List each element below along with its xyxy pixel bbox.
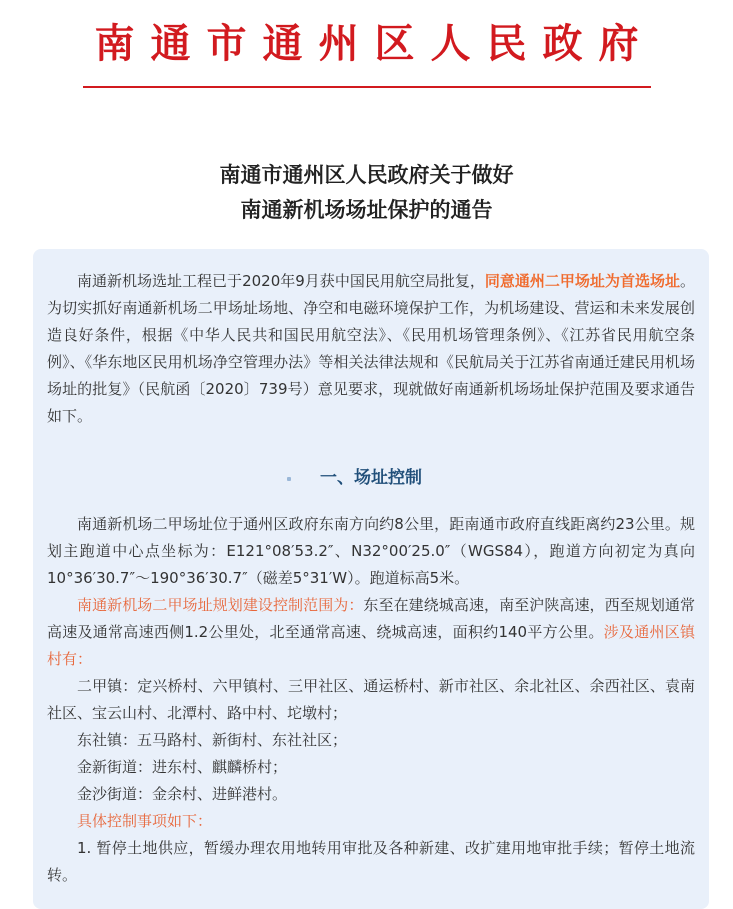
town-list-item: 金新街道：进东村、麒麟桥村； bbox=[77, 758, 288, 776]
notice-title bbox=[0, 158, 733, 228]
scope-label: 南通新机场二甲场址规划建设控制范围为： bbox=[77, 596, 364, 614]
notice-title-line1: 南通市通州区人民政府关于做好 bbox=[219, 163, 514, 187]
intro-paragraph bbox=[47, 268, 695, 430]
villages-label: 涉及通州区镇村有： bbox=[47, 623, 695, 668]
intro-text-part1: 南通新机场选址工程已于2020年9月获中国民用航空局批复， bbox=[77, 272, 485, 290]
scope-paragraph bbox=[47, 592, 695, 673]
intro-highlight: 同意通州二甲场址为首选场址 bbox=[484, 272, 680, 290]
section-heading-site-control: 一、场址控制 bbox=[320, 468, 422, 488]
notice-title-line2: 南通新机场场址保护的通告 bbox=[240, 198, 493, 222]
town-list-item: 金沙街道：金余村、进鲜港村。 bbox=[77, 785, 288, 803]
location-paragraph: 南通新机场二甲场址位于通州区政府东南方向约8公里，距南通市政府直线距离约23公里。规划主跑道中心点坐标为：E121°08′53.2″、N32°00′25.0″（WGS84），跑道方向初定为真向10°36′30.7″～190°36′30.7″（磁差5°31′W）。跑道标高5米。 bbox=[47, 515, 695, 587]
masthead-org-name: 南通市通州区人民政府 bbox=[94, 20, 655, 67]
intro-text-part2: 。为切实抓好南通新机场二甲场址场地、净空和电磁环境保护工作，为机场建设、营运和未来发展创造良好条件，根据《中华人民共和国民用航空法》、《民用机场管理条例》、《江苏省民用航空条例》、《华东地区民用机场净空管理办法》等相关法律法规和《民航局关于江苏省南通迁建民用机场场址的批复》（民航函〔2020〕739号）意见要求，现就做好南通新机场场址保护范围及要求通告如下。 bbox=[47, 272, 695, 425]
town-list-item: 二甲镇：定兴桥村、六甲镇村、三甲社区、通运桥村、新市社区、余北社区、余西社区、袁南社区、宝云山村、北潭村、路中村、坨墩村； bbox=[47, 677, 695, 722]
scope-text: 东至在建绕城高速，南至沪陕高速，西至规划通常高速及通常高速西侧1.2公里处，北至通常高速、绕城高速，面积约140平方公里。 bbox=[47, 596, 695, 641]
masthead-rule bbox=[83, 86, 651, 88]
town-list-item: 东社镇：五马路村、新街村、东社社区； bbox=[77, 731, 348, 749]
control-item-1: 1. 暂停土地供应，暂缓办理农用地转用审批及各种新建、改扩建用地审批手续；暂停土地流转。 bbox=[47, 839, 695, 884]
control-items-label: 具体控制事项如下： bbox=[77, 812, 213, 830]
